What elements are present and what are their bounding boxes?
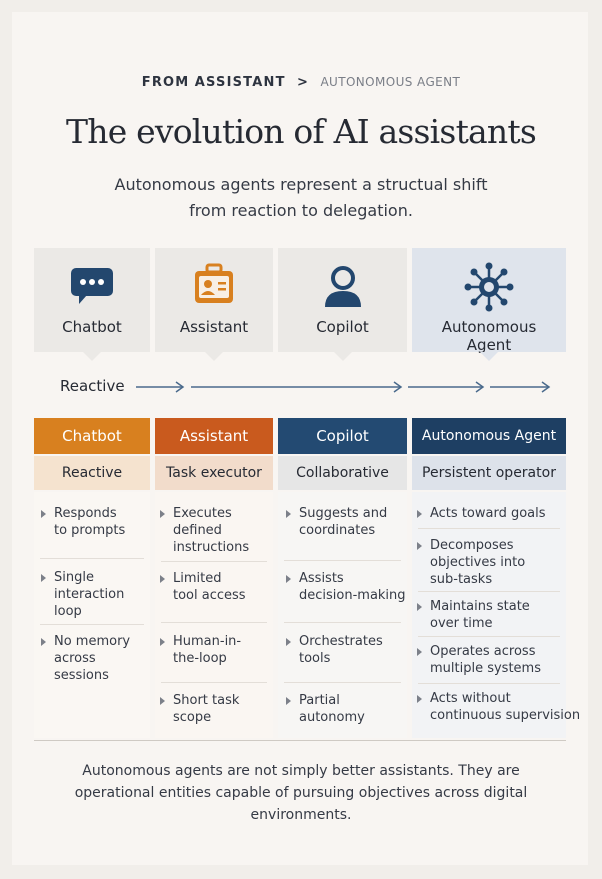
- stage-label-agent: Agent: [466, 336, 512, 354]
- bullet-line: autonomy: [299, 710, 365, 725]
- breadcrumb-autonomous-agent: AUTONOMOUS AGENT: [320, 75, 461, 89]
- bullet-item: [299, 692, 365, 726]
- network-hub-icon: [464, 262, 514, 312]
- divider: [418, 591, 560, 592]
- bullet-marker-icon: [286, 638, 291, 646]
- id-badge-icon: [189, 262, 239, 312]
- stage-label-chatbot: Chatbot: [62, 318, 122, 336]
- bullet-item: [54, 505, 125, 539]
- stage-card-copilot: [278, 248, 407, 352]
- bullet-marker-icon: [417, 603, 422, 611]
- stage-label-autonomous: Autonomous: [441, 318, 537, 336]
- column-header-copilot: Copilot: [278, 418, 407, 454]
- bullet-item: [173, 570, 246, 604]
- bullet-line: Operates across: [430, 644, 536, 659]
- bullet-line: interaction: [54, 587, 125, 602]
- column-header-assistant: Assistant: [155, 418, 273, 454]
- bullet-marker-icon: [417, 648, 422, 656]
- breadcrumb-from: FROM: [141, 75, 190, 90]
- footer-note: [50, 760, 552, 826]
- breadcrumb-assistant: ASSISTANT: [194, 75, 286, 90]
- bullet-line: multiple systems: [430, 661, 541, 676]
- bullet-line: loop: [54, 604, 82, 619]
- divider: [161, 561, 267, 562]
- breadcrumb-separator: >: [297, 75, 310, 90]
- bullet-line: coordinates: [299, 523, 376, 538]
- bullet-marker-icon: [160, 638, 165, 646]
- divider: [161, 622, 267, 623]
- divider: [418, 636, 560, 637]
- bullet-item: [54, 633, 130, 684]
- footer-line-1: Autonomous agents are not simply better assistants. They are: [82, 763, 520, 779]
- breadcrumb: [0, 75, 602, 90]
- bullet-line: over time: [430, 616, 493, 631]
- bullet-item: [299, 633, 383, 667]
- bullet-line: decision-making: [299, 588, 406, 603]
- progression-arrow: [136, 378, 552, 396]
- bullet-marker-icon: [160, 510, 165, 518]
- bullet-item: [299, 570, 406, 604]
- bullet-marker-icon: [160, 697, 165, 705]
- bullet-line: sessions: [54, 668, 109, 683]
- bullet-line: Human-in-: [173, 634, 242, 649]
- bullet-line: objectives into: [430, 555, 526, 570]
- divider: [284, 682, 401, 683]
- divider: [40, 558, 144, 559]
- card-notch: [205, 352, 223, 361]
- bullet-marker-icon: [286, 510, 291, 518]
- divider: [418, 683, 560, 684]
- column-header-chatbot: Chatbot: [34, 418, 150, 454]
- bullet-line: tools: [299, 651, 331, 666]
- stage-label-assistant: Assistant: [179, 318, 249, 336]
- bullet-line: Orchestrates: [299, 634, 383, 649]
- column-subheader-chatbot: Reactive: [34, 456, 150, 490]
- bullet-line: Maintains state: [430, 599, 530, 614]
- bullet-line: No memory: [54, 634, 131, 649]
- bullet-line: to prompts: [54, 523, 126, 538]
- bullet-line: Decomposes: [430, 538, 514, 553]
- bullet-item: [173, 692, 239, 726]
- bullet-line: Acts without: [430, 691, 511, 706]
- bullet-item: [430, 505, 546, 522]
- subtitle-line-2: from reaction to delegation.: [189, 201, 413, 220]
- bullet-line: Suggests and: [299, 506, 388, 521]
- bullet-marker-icon: [417, 510, 422, 518]
- bullet-marker-icon: [286, 697, 291, 705]
- bullet-item: [430, 643, 541, 677]
- bullet-item: [54, 569, 124, 620]
- bullet-line: Short task: [173, 693, 240, 708]
- bullet-line: Partial: [299, 693, 340, 708]
- divider: [284, 622, 401, 623]
- bullet-line: scope: [173, 710, 212, 725]
- bullet-line: Responds: [54, 506, 117, 521]
- column-header-autonomous-agent: Autonomous Agent: [412, 418, 566, 454]
- bullet-item: [299, 505, 387, 539]
- stage-label-copilot: Copilot: [316, 318, 369, 336]
- page-title: The evolution of AI assistants: [66, 112, 536, 151]
- bullet-marker-icon: [41, 510, 46, 518]
- bullet-line: across: [54, 651, 96, 666]
- column-subheader-assistant: Task executor: [155, 456, 273, 490]
- bullet-item: [430, 690, 580, 724]
- bullet-marker-icon: [41, 574, 46, 582]
- column-subheader-copilot: Collaborative: [278, 456, 407, 490]
- stage-card-chatbot: [34, 248, 150, 352]
- chat-bubble-icon: [67, 262, 117, 312]
- bullet-marker-icon: [417, 542, 422, 550]
- divider: [418, 528, 560, 529]
- bullet-line: tool access: [173, 588, 246, 603]
- footer-line-2: operational entities capable of pursuing objectives across digital: [74, 785, 528, 801]
- bullet-item: [430, 537, 525, 588]
- bullet-line: Acts toward goals: [430, 506, 546, 521]
- bullet-line: the-loop: [173, 651, 227, 666]
- bullet-line: Assists: [299, 571, 344, 586]
- divider: [161, 682, 267, 683]
- stage-card-autonomous-agent: [412, 248, 566, 352]
- bullet-line: Limited: [173, 571, 222, 586]
- bullet-line: continuous supervision: [430, 708, 581, 723]
- progression-label: Reactive: [60, 377, 125, 395]
- column-subheader-autonomous-agent: Persistent operator: [412, 456, 566, 490]
- card-notch: [480, 352, 498, 361]
- divider: [40, 624, 144, 625]
- bullet-item: [173, 505, 249, 556]
- bullet-marker-icon: [286, 575, 291, 583]
- bullet-item: [173, 633, 241, 667]
- subtitle-line-1: Autonomous agents represent a structual shift: [114, 175, 488, 194]
- bullet-marker-icon: [160, 575, 165, 583]
- bullet-line: instructions: [173, 540, 250, 555]
- stage-card-assistant: [155, 248, 273, 352]
- divider: [284, 560, 401, 561]
- card-notch: [83, 352, 101, 361]
- person-icon: [318, 262, 368, 312]
- bullet-line: sub-tasks: [430, 572, 493, 587]
- bullet-item: [430, 598, 530, 632]
- bullet-marker-icon: [41, 638, 46, 646]
- section-divider: [34, 740, 566, 741]
- page-subtitle: [90, 172, 512, 224]
- bullet-line: Executes: [173, 506, 232, 521]
- bullet-line: defined: [173, 523, 222, 538]
- card-notch: [334, 352, 352, 361]
- footer-line-3: environments.: [250, 807, 352, 823]
- bullet-marker-icon: [417, 695, 422, 703]
- bullet-line: Single: [54, 570, 94, 585]
